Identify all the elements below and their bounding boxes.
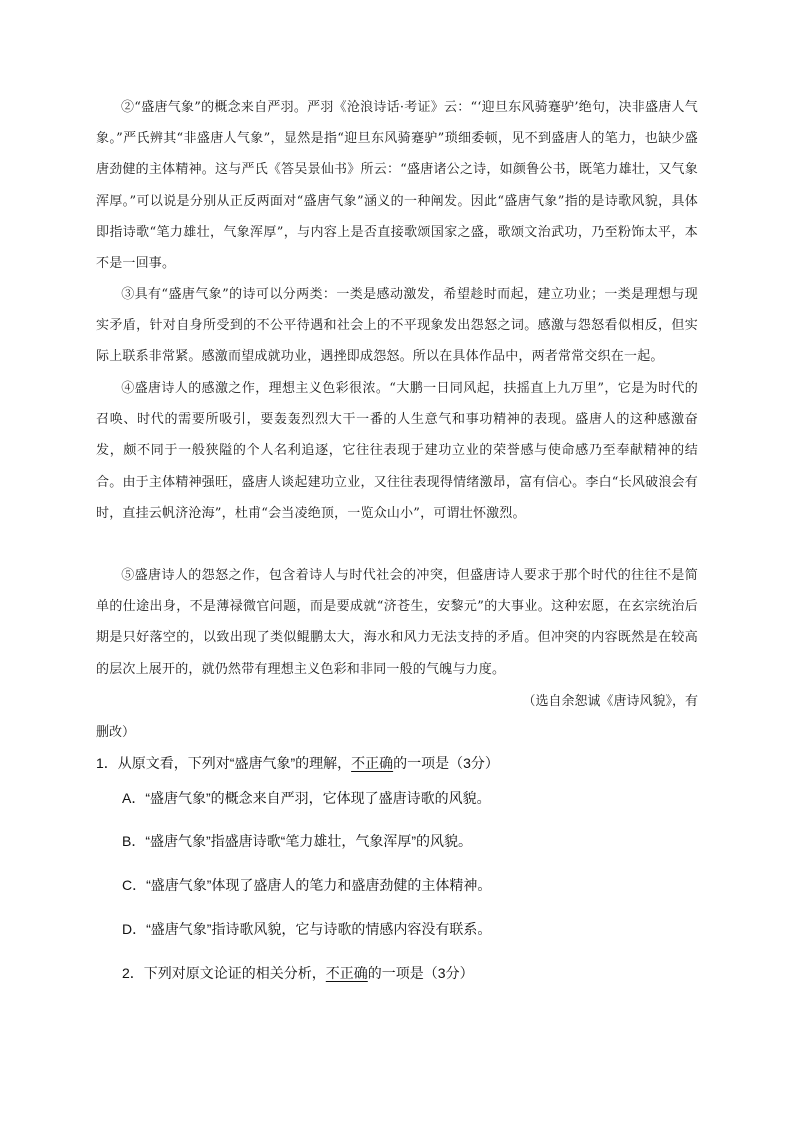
source-line-2: 删改） [96, 725, 136, 741]
question-2-emphasis: 不正确 [325, 965, 368, 981]
question-2-stem [122, 963, 474, 983]
paragraph-4-text: ④盛唐诗人的感激之作，理想主义色彩很浓。“大鹏一日同风起，扶摇直上九万里”，它是为时代的召唤、时代的需要所吸引，要轰轰烈烈大干一番的人生意气和事功精神的表现。盛唐人的这种感激奋发，颇不同于一般狭隘的个人名利追逐，它往往表现于建功立业的荣誉感与使命感乃至奉献精神的结合。由于主体精神强旺，盛唐人谈起建功立业，又往往表现得情绪激昂，富有信心。李白“长风破浪会有时，直挂云帆济沧海”，杜甫“会当凌绝顶，一览众山小”，可谓壮怀激烈。 [96, 381, 698, 521]
question-2-prefix: 2．下列对原文论证的相关分析， [122, 965, 326, 981]
question-1-emphasis: 不正确 [351, 755, 394, 771]
passage-paragraph-4 [96, 373, 698, 529]
source-line-1: （选自余恕诚《唐诗风貌》，有 [522, 694, 698, 709]
question-1-option-c: C．“盛唐气象”体现了盛唐人的笔力和盛唐劲健的主体精神。 [122, 877, 492, 893]
question-2-suffix: 的一项是（3分） [367, 965, 474, 981]
question-1-option-d: D．“盛唐气象”指诗歌风貌，它与诗歌的情感内容没有联系。 [122, 921, 492, 937]
paragraph-5-text: ⑤盛唐诗人的怨怒之作，包含着诗人与时代社会的冲突，但盛唐诗人要求于那个时代的往往不是简单的仕途出身，不是薄禄微官问题，而是要成就“济苍生，安黎元”的大事业。这种宏愿，在玄宗统治后期是只好落空的，以致出现了类似鲲鹏太大，海水和风力无法支持的矛盾。但冲突的内容既然是在较高的层次上展开的，就仍然带有理想主义色彩和非同一般的气魄与力度。 [96, 568, 698, 677]
source-citation [96, 686, 698, 748]
question-1-option-a: A．“盛唐气象”的概念来自严羽，它体现了盛唐诗歌的风貌。 [122, 790, 491, 806]
question-1-prefix: 1．从原文看，下列对“盛唐气象”的理解， [96, 755, 352, 771]
question-1-option-b: B．“盛唐气象”指盛唐诗歌“笔力雄壮，气象浑厚”的风貌。 [122, 833, 472, 849]
paragraph-2-text: ②“盛唐气象”的概念来自严羽。严羽《沧浪诗话·考证》云：“‘迎旦东风骑蹇驴’绝句，决非盛唐人气象。”严氏辨其“非盛唐人气象”，显然是指“迎旦东风骑蹇驴”琐细委顿，见不到盛唐人的笔力，也缺少盛唐劲健的主体精神。这与严氏《答吴景仙书》所云：“盛唐诸公之诗，如颜鲁公书，既笔力雄壮，又气象浑厚。”可以说是分别从正反两面对“盛唐气象”涵义的一种阐发。因此“盛唐气象”指的是诗歌风貌，具体即指诗歌“笔力雄壮，气象浑厚”，与内容上是否直接歌颂国家之盛，歌颂文治武功，乃至粉饰太平，本不是一回事。 [96, 100, 698, 272]
passage-paragraph-3 [96, 279, 698, 373]
passage-paragraph-5 [96, 560, 698, 685]
paragraph-3-text: ③具有“盛唐气象”的诗可以分两类：一类是感动激发，希望趁时而起，建立功业；一类是理想与现实矛盾，针对自身所受到的不公平待遇和社会上的不平现象发出怨怒之词。感激与怨怒看似相反，但实际上联系非常紧。感激而望成就功业，遇挫即成怨怒。所以在具体作品中，两者常常交织在一起。 [96, 287, 698, 365]
passage-paragraph-2 [96, 92, 698, 279]
question-1-stem [96, 753, 499, 773]
question-1-suffix: 的一项是（3分） [393, 755, 499, 771]
